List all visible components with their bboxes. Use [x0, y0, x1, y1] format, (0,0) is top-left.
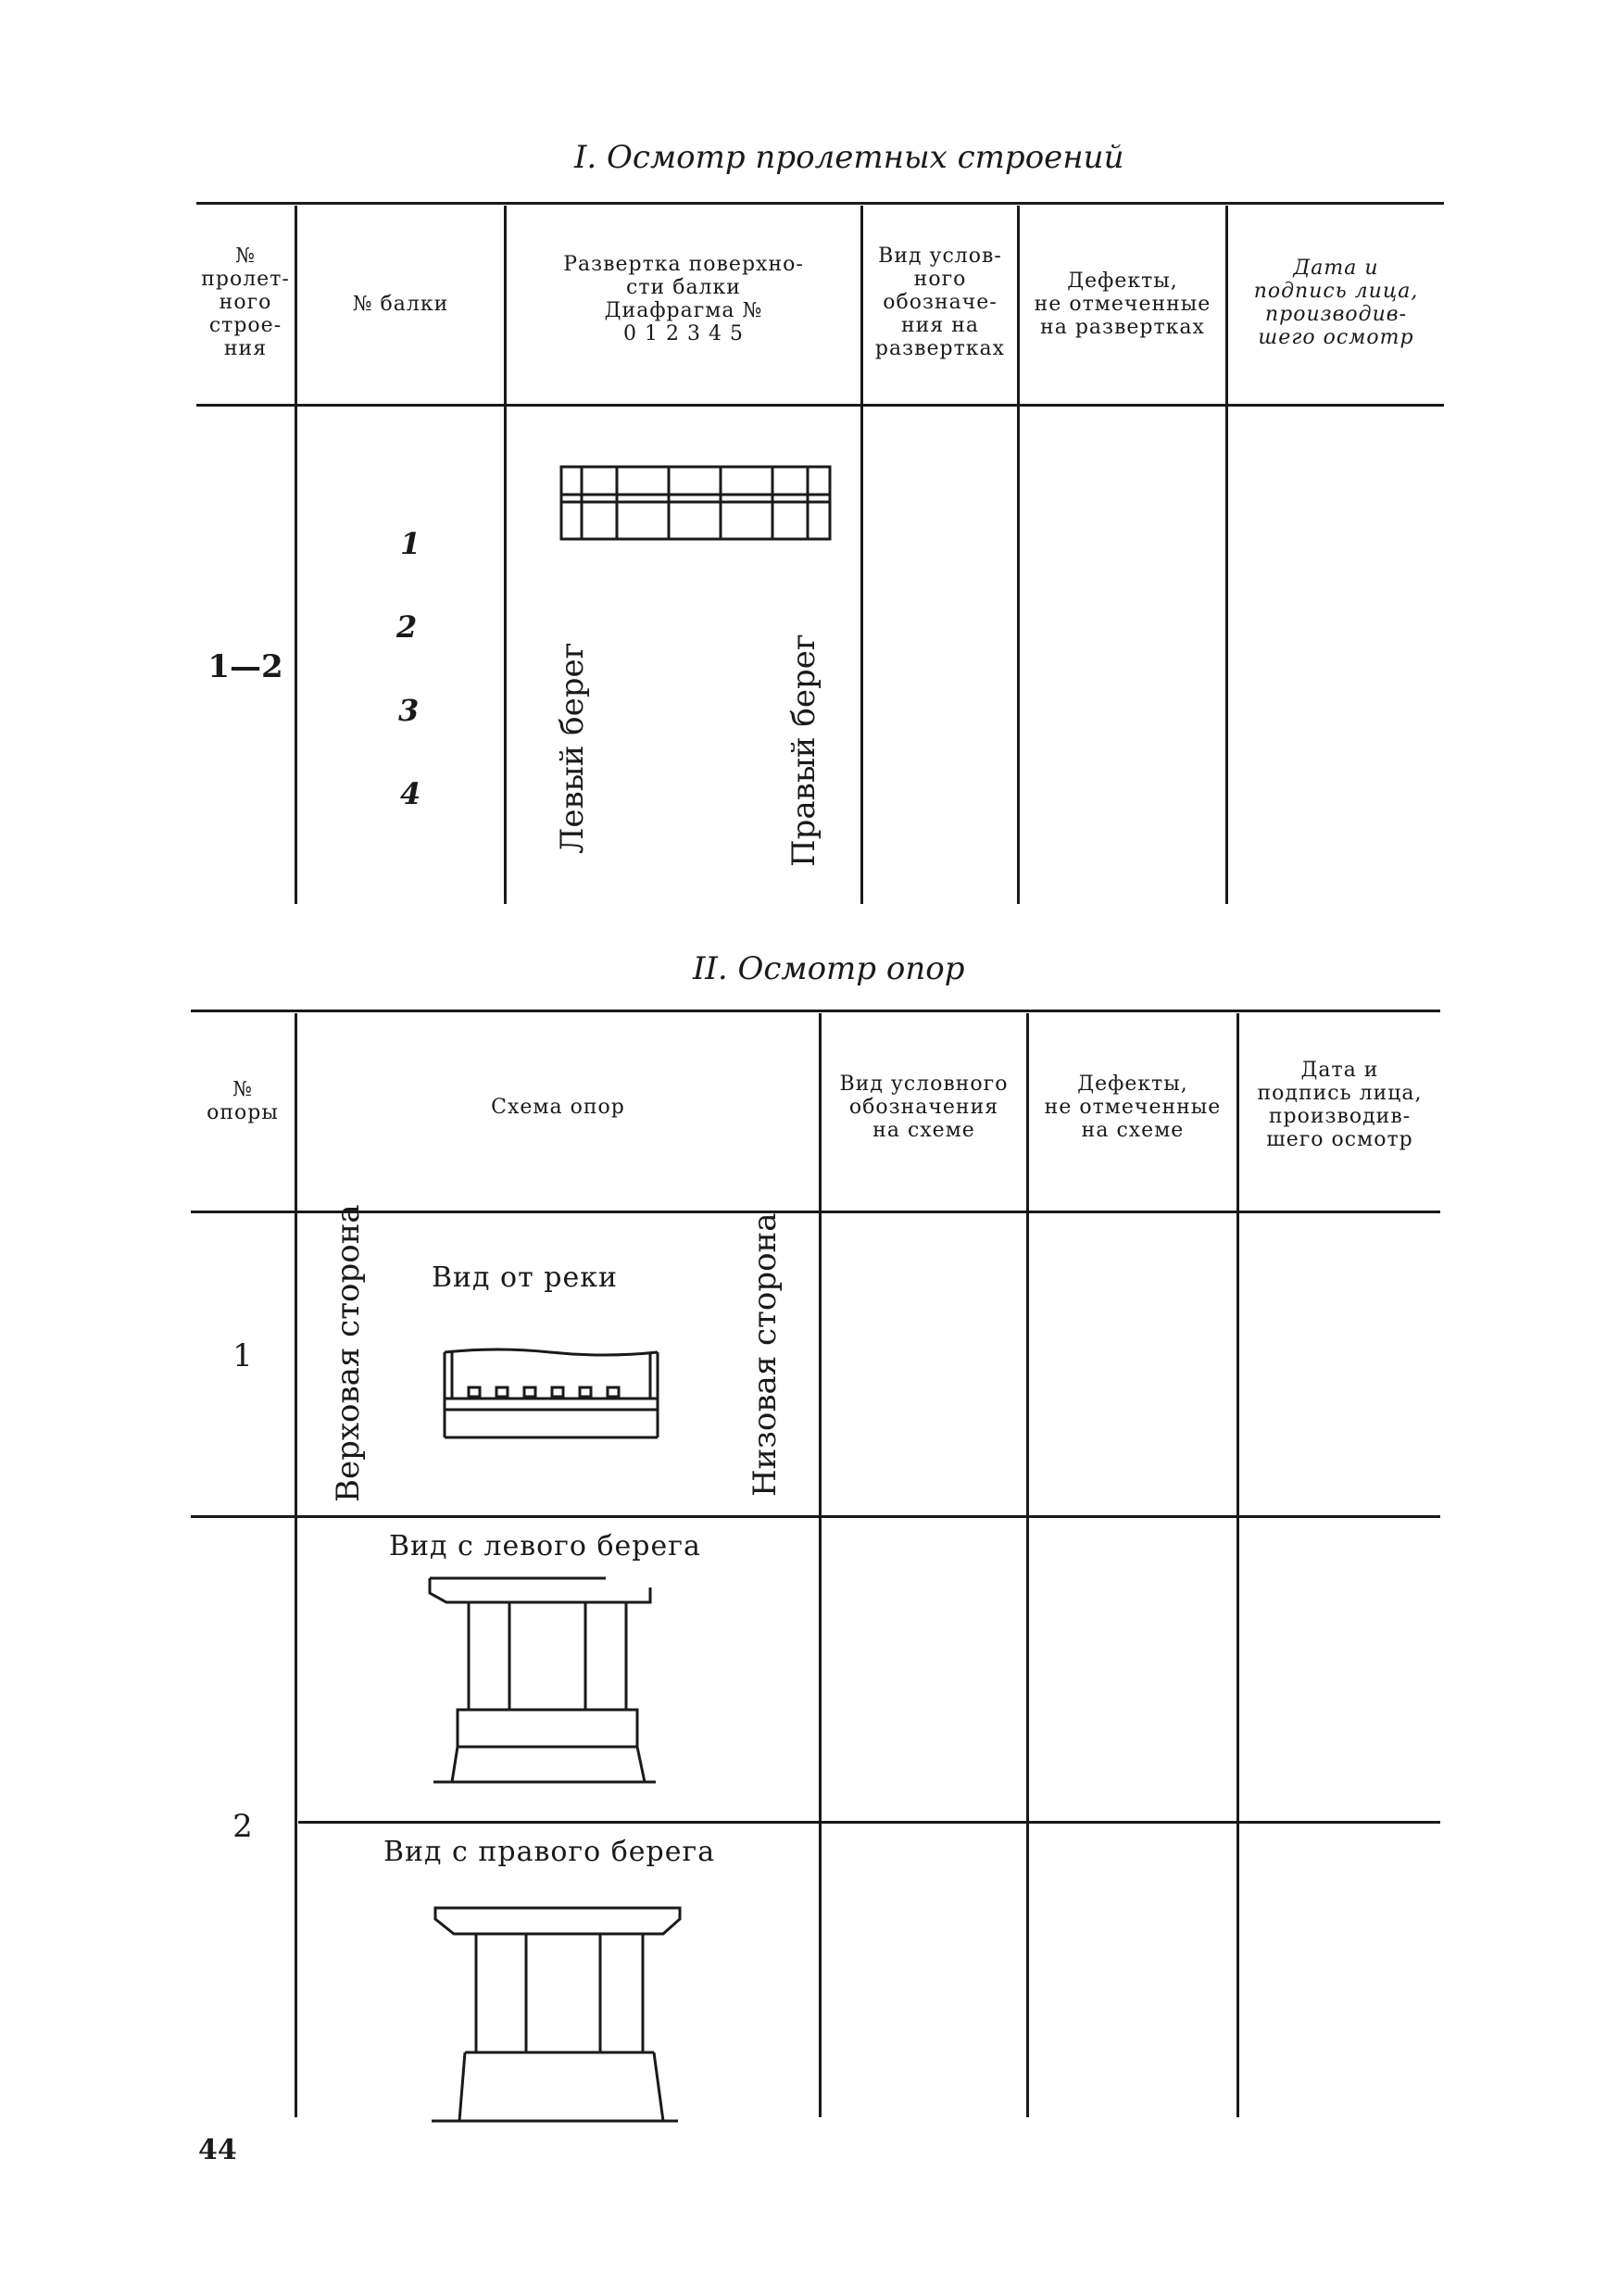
header-beam-number: № балки — [352, 293, 449, 316]
header-support-number: № опоры — [207, 1078, 279, 1124]
beam-number-1: 1 — [400, 526, 421, 561]
header-defects: Дефекты, не отмеченные на развертках — [1034, 270, 1211, 339]
span-number: 1—2 — [207, 648, 283, 685]
support-right-bank-diagram — [432, 1906, 687, 2125]
view-from-river-caption: Вид от реки — [432, 1261, 618, 1294]
support-number-2: 2 — [232, 1808, 253, 1845]
page-number: 44 — [198, 2134, 237, 2166]
upstream-side-label: Верховая сторона — [330, 1204, 367, 1502]
section2-title: II. Осмотр опор — [693, 950, 965, 987]
header-symbol-type: Вид условного обозначения на схеме — [839, 1073, 1009, 1142]
header-surface-development: Развертка поверхно- сти балки Диафрагма № 0 1 2 3 4 5 — [563, 253, 804, 345]
support-river-view-diagram — [441, 1345, 659, 1439]
beam-number-3: 3 — [398, 693, 420, 728]
header-symbol-type: Вид услов- ного обозначе- ния на развертках — [874, 245, 1006, 360]
right-bank-label: Правый берег — [785, 634, 822, 867]
header-span-number: № пролет- ного строе- ния — [201, 245, 290, 360]
header-defects: Дефекты, не отмеченные на схеме — [1044, 1073, 1222, 1142]
header-date-signature: Дата и подпись лица, производив- шего осмотр — [1257, 1059, 1423, 1151]
section1-title: I. Осмотр пролетных строений — [574, 139, 1124, 176]
header-date-signature: Дата и подпись лица, производив- шего осмотр — [1253, 257, 1419, 349]
support-number-1: 1 — [232, 1337, 253, 1374]
left-bank-label: Левый берег — [554, 642, 591, 854]
beam-development-diagram — [559, 465, 832, 541]
beam-number-4: 4 — [400, 776, 421, 811]
support-left-bank-diagram — [424, 1576, 661, 1786]
downstream-side-label: Низовая сторона — [747, 1212, 784, 1497]
view-from-right-bank-caption: Вид с правого берега — [383, 1836, 716, 1868]
beam-number-2: 2 — [396, 609, 418, 645]
header-support-scheme: Схема опор — [491, 1096, 625, 1119]
view-from-left-bank-caption: Вид с левого берега — [389, 1530, 701, 1562]
